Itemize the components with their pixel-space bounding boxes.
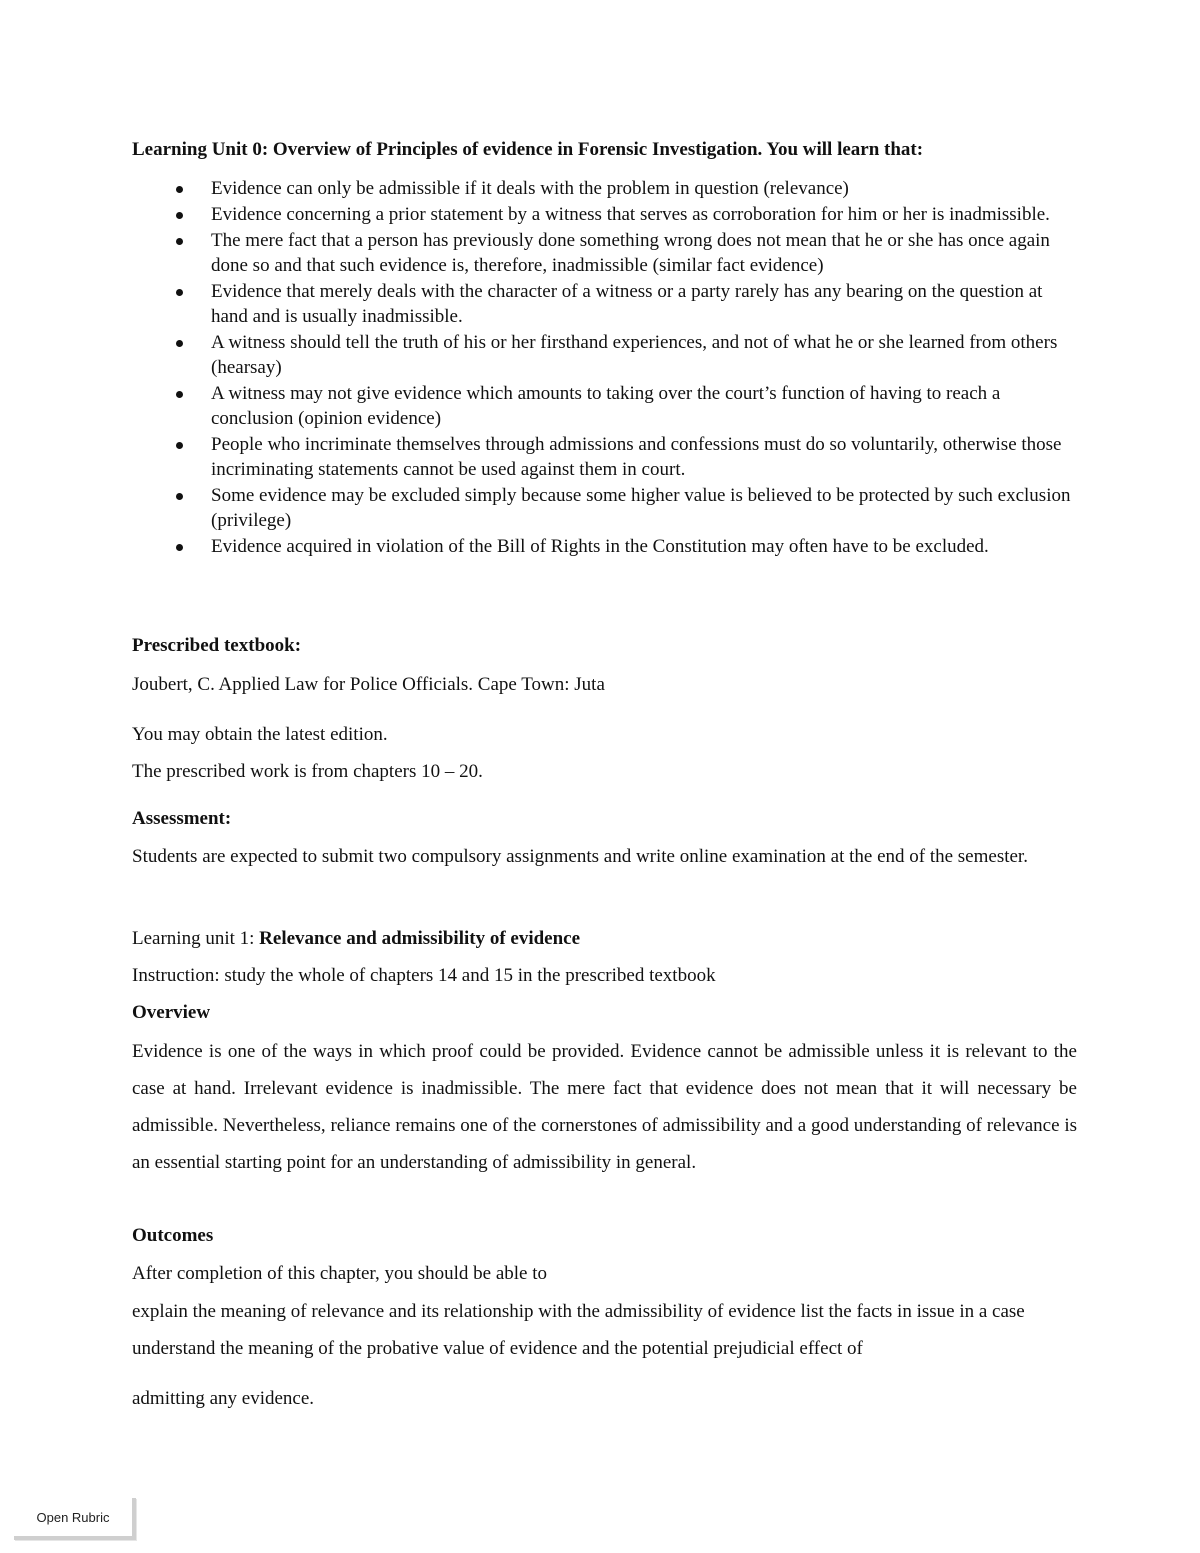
textbook-chapters-note: The prescribed work is from chapters 10 – 20. <box>132 761 483 782</box>
assessment-heading: Assessment: <box>132 808 232 829</box>
outcomes-tail: admitting any evidence. <box>132 1388 315 1409</box>
textbook-citation: Joubert, C. Applied Law for Police Officials. Cape Town: Juta <box>132 674 605 695</box>
unit0-bullet-list <box>132 176 1077 560</box>
list-item: People who incriminate themselves through admissions and confessions must do so voluntarily, otherwise those incriminating statements cannot be used against them in court. <box>132 432 1077 482</box>
bullet-icon <box>176 544 183 551</box>
outcomes-intro: After completion of this chapter, you should be able to <box>132 1263 548 1284</box>
bullet-icon <box>176 442 183 449</box>
overview-heading: Overview <box>132 1002 211 1023</box>
unit0-heading: Learning Unit 0: Overview of Principles of evidence in Forensic Investigation. You will learn that: <box>132 139 924 160</box>
list-item: Evidence acquired in violation of the Bill of Rights in the Constitution may often have to be excluded. <box>132 534 1077 559</box>
bullet-icon <box>176 391 183 398</box>
list-item: Evidence that merely deals with the character of a witness or a party rarely has any bearing on the question at hand and is usually inadmissible. <box>132 279 1077 329</box>
list-item: A witness should tell the truth of his or her firsthand experiences, and not of what he or she learned from others (hearsay) <box>132 330 1077 380</box>
bullet-icon <box>176 289 183 296</box>
list-item: Some evidence may be excluded simply because some higher value is believed to be protected by such exclusion (privilege) <box>132 483 1077 533</box>
outcomes-heading: Outcomes <box>132 1225 214 1246</box>
open-rubric-button[interactable]: Open Rubric <box>14 1498 136 1540</box>
assessment-text: Students are expected to submit two compulsory assignments and write online examination at the end of the semester. <box>132 846 1028 867</box>
bullet-icon <box>176 212 183 219</box>
unit1-title: Learning unit 1: Relevance and admissibility of evidence <box>132 928 581 949</box>
bullet-icon <box>176 238 183 245</box>
list-item: A witness may not give evidence which amounts to taking over the court’s function of having to reach a conclusion (opinion evidence) <box>132 381 1077 431</box>
bullet-icon <box>176 340 183 347</box>
list-item: Evidence can only be admissible if it deals with the problem in question (relevance) <box>132 176 1077 201</box>
textbook-edition-note: You may obtain the latest edition. <box>132 724 388 745</box>
bullet-icon <box>176 186 183 193</box>
bullet-icon <box>176 493 183 500</box>
overview-text: Evidence is one of the ways in which proof could be provided. Evidence cannot be admissible unless it is relevant to the case at hand. Irrelevant evidence is inadmissible. The mere fact that evidence does not mean that it will necessary be admissible. Nevertheless, reliance remains one of the cornerstones of admissibility and a good understanding of relevance is an essential starting point for an understanding of admissibility in general. <box>132 1041 1077 1173</box>
textbook-heading: Prescribed textbook: <box>132 635 302 656</box>
list-item: The mere fact that a person has previously done something wrong does not mean that he or she has once again done so and that such evidence is, therefore, inadmissible (similar fact evidence) <box>132 228 1077 278</box>
list-item: Evidence concerning a prior statement by a witness that serves as corroboration for him or her is inadmissible. <box>132 202 1077 227</box>
outcomes-text: explain the meaning of relevance and its relationship with the admissibility of evidence list the facts in issue in a case understand the meaning of the probative value of evidence and the potential prejudicial effect of <box>132 1301 1025 1359</box>
unit1-instruction: Instruction: study the whole of chapters 14 and 15 in the prescribed textbook <box>132 965 716 986</box>
